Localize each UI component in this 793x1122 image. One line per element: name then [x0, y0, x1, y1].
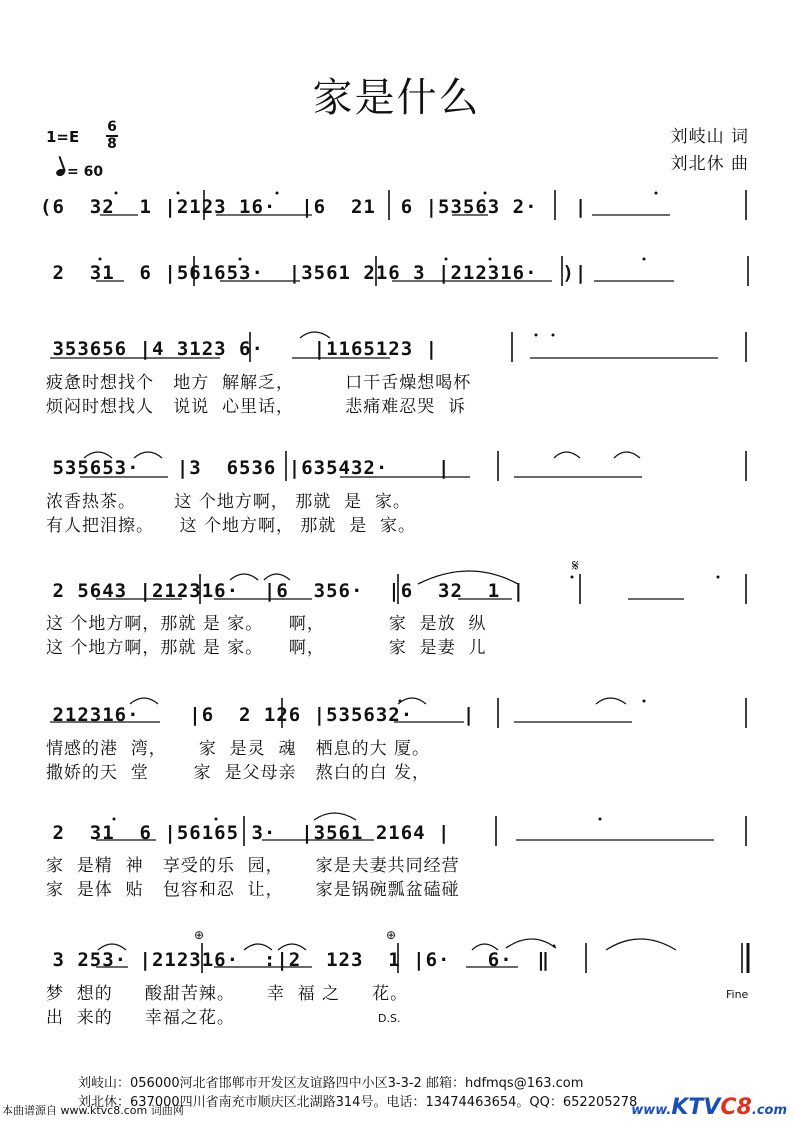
ds-mark: D.S. — [378, 1012, 401, 1025]
coda-mark-1: ⊕ — [194, 928, 205, 942]
composer-credit: 刘北休 曲 — [670, 154, 749, 174]
footer-line-1: 刘岐山：056000河北省邯郸市开发区友谊路四中小区3-3-2 邮箱：hdfmqs@163.com — [78, 1076, 584, 1091]
fine-mark: Fine — [726, 988, 749, 1001]
slur — [300, 332, 330, 338]
time-bottom: 8 — [107, 136, 117, 152]
lyricist-credit: 刘岐山 词 — [670, 127, 749, 147]
score-system-7: 2 31 6 |56165 3· |3561 2164 | — [40, 822, 451, 844]
lyric-line-7-2: 家 是体 贴 包容和忍 让， 家是锅碗瓢盆磕碰 — [46, 880, 460, 900]
lyric-line-5-2: 这 个地方啊，那就 是 家。 啊， 家 是妻 儿 — [46, 638, 487, 658]
lyric-line-6-1: 情感的港 湾， 家 是灵 魂 栖息的大 厦。 — [46, 739, 431, 759]
source-note: 本曲谱源自 www.ktvc8.com 词曲网 — [2, 1104, 184, 1117]
key-signature: 1=E — [46, 128, 80, 146]
lyric-line-4-2: 有人把泪擦。 这 个地方啊， 那就 是 家。 — [46, 516, 417, 536]
coda-mark-2: ⊕ — [386, 928, 397, 942]
logo-ktv: KTV — [671, 1095, 721, 1120]
score-system-6: 212316· |6 2 126 |535632· | — [40, 704, 476, 726]
lyric-line-8-2: 出 来的 幸福之花。 — [46, 1008, 235, 1028]
score-system-5: 2 5643 |212316· |6 356· |6 32 1 | — [40, 580, 526, 602]
score-system-8: 3 253· |212316· :|2 123 1 |6· 6· ‖ — [40, 949, 550, 971]
score-system-3: 353656 |4 3123 6· |1165123 | — [40, 338, 439, 360]
logo-c8: C8 — [720, 1095, 752, 1120]
logo-suffix: .com — [751, 1103, 787, 1118]
lyric-line-6-2: 撒娇的天 堂 家 是父母亲 熬白的白 发， — [46, 763, 431, 783]
site-logo[interactable] — [631, 1095, 787, 1120]
footer-line-2: 刘北休：637000四川省南充市顺庆区北湖路314号。电话：13474463654。QQ：652205278 — [78, 1095, 638, 1110]
tempo-value: = 60 — [67, 164, 104, 180]
score-system-1: (6 32 1 |2123 16· |6 21 6 |53563 2· | — [40, 196, 588, 218]
lyric-line-3-2: 烦闷时想找人 说说 心里话， 悲痛难忍哭 诉 — [46, 397, 467, 417]
lyric-line-7-1: 家 是精 神 享受的乐 园， 家是夫妻共同经营 — [46, 856, 460, 876]
score-system-2: 2 31 6 |561653· |3561 216 3 |212316· )| — [40, 262, 588, 284]
segno-mark: 𝄋 — [572, 556, 579, 575]
time-top: 6 — [107, 119, 117, 135]
lyric-line-5-1: 这 个地方啊，那就 是 家。 啊， 家 是放 纵 — [46, 614, 487, 634]
score-system-4: 535653· |3 6536 |635432· | — [40, 457, 451, 479]
lyric-line-8-1: 梦 想的 酸甜苦辣。 幸 福 之 花。 — [46, 984, 409, 1004]
logo-prefix: www. — [631, 1103, 672, 1118]
lyric-line-4-1: 浓香热茶。 这 个地方啊， 那就 是 家。 — [46, 492, 411, 512]
lyric-line-3-1: 疲惫时想找个 地方 解解乏， 口干舌燥想喝杯 — [46, 373, 472, 393]
page-title: 家是什么 — [312, 75, 481, 121]
